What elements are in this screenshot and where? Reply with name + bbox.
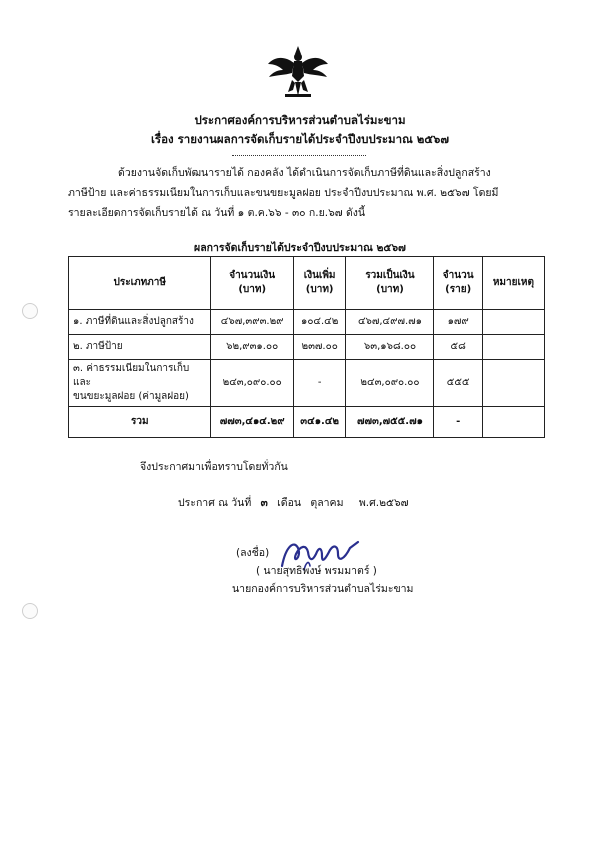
row-count: ๕๘ <box>434 335 482 360</box>
announcement-title: ประกาศองค์การบริหารส่วนตำบลไร่มะขาม <box>194 113 406 127</box>
date-day: ๓ <box>260 497 268 509</box>
total-count: - <box>434 407 482 438</box>
row-total: ๒๔๓,๐๙๐.๐๐ <box>346 360 434 407</box>
date-month-label: เดือน <box>277 497 302 509</box>
header-type: ประเภทภาษี <box>69 257 211 310</box>
date-year: พ.ศ.๒๕๖๗ <box>358 497 409 509</box>
body-line-1: ด้วยงานจัดเก็บพัฒนารายได้ กองคลัง ได้ดำเนินการจัดเก็บภาษีที่ดินและสิ่งปลูกสร้าง <box>118 167 491 179</box>
row-remark <box>482 335 544 360</box>
total-label: รวม <box>69 407 211 438</box>
body-line-2: ภาษีป้าย และค่าธรรมเนียมในการเก็บและขนขยะมูลฝอย ประจำปีงบประมาณ พ.ศ. ๒๕๖๗ โดยมี <box>68 187 499 199</box>
total-total: ๗๗๓,๗๕๕.๗๑ <box>346 407 434 438</box>
announcement-date <box>178 494 409 511</box>
table-row <box>69 360 545 407</box>
signatory-name: ( นายสุทธิพงษ์ พรมมาตร์ ) <box>256 565 377 577</box>
revenue-table <box>68 256 545 438</box>
table-row <box>69 310 545 335</box>
row-surcharge: ๑๐๔.๔๒ <box>293 310 346 335</box>
total-remark <box>482 407 544 438</box>
date-month: ตุลาคม <box>310 497 344 509</box>
table-title: ผลการจัดเก็บรายได้ประจำปีงบประมาณ ๒๕๖๗ <box>194 242 406 254</box>
row-amount: ๔๖๗,๓๙๓.๒๙ <box>211 310 293 335</box>
dotted-divider <box>232 155 366 156</box>
row-amount: ๒๔๓,๐๙๐.๐๐ <box>211 360 293 407</box>
row-count: ๑๗๙ <box>434 310 482 335</box>
header-amount: จำนวนเงิน (บาท) <box>211 257 293 310</box>
body-line-3: รายละเอียดการจัดเก็บรายได้ ณ วันที่ ๑ ต.ค.๖๖ - ๓๐ ก.ย.๖๗ ดังนี้ <box>68 207 366 219</box>
table-header-row <box>69 257 545 310</box>
punch-hole <box>22 303 38 319</box>
closing-notice: จึงประกาศมาเพื่อทราบโดยทั่วกัน <box>140 461 288 473</box>
row-total: ๔๖๗,๔๙๗.๗๑ <box>346 310 434 335</box>
row-count: ๕๕๕ <box>434 360 482 407</box>
subject-line: เรื่อง รายงานผลการจัดเก็บรายได้ประจำปีงบประมาณ ๒๕๖๗ <box>150 132 449 146</box>
row-type: ๒. ภาษีป้าย <box>69 335 211 360</box>
garuda-emblem-icon <box>265 42 331 100</box>
row-remark <box>482 360 544 407</box>
row-amount: ๖๒,๙๓๑.๐๐ <box>211 335 293 360</box>
table-total-row <box>69 407 545 438</box>
signed-label: (ลงชื่อ) <box>236 547 270 559</box>
row-remark <box>482 310 544 335</box>
row-total: ๖๓,๑๖๘.๐๐ <box>346 335 434 360</box>
row-type: ๑. ภาษีที่ดินและสิ่งปลูกสร้าง <box>69 310 211 335</box>
header-total: รวมเป็นเงิน (บาท) <box>346 257 434 310</box>
punch-hole <box>22 603 38 619</box>
table-row <box>69 335 545 360</box>
row-type: ๓. ค่าธรรมเนียมในการเก็บและ ขนขยะมูลฝอย (ค่ามูลฝอย) <box>69 360 211 407</box>
header-remark: หมายเหตุ <box>482 257 544 310</box>
header-surcharge: เงินเพิ่ม (บาท) <box>293 257 346 310</box>
row-surcharge: ๒๓๗.๐๐ <box>293 335 346 360</box>
total-amount: ๗๗๓,๔๑๔.๒๙ <box>211 407 293 438</box>
date-prefix: ประกาศ ณ วันที่ <box>178 497 252 509</box>
total-surcharge: ๓๔๑.๔๒ <box>293 407 346 438</box>
header-count: จำนวน (ราย) <box>434 257 482 310</box>
signatory-position: นายกองค์การบริหารส่วนตำบลไร่มะขาม <box>232 583 414 595</box>
row-surcharge: - <box>293 360 346 407</box>
